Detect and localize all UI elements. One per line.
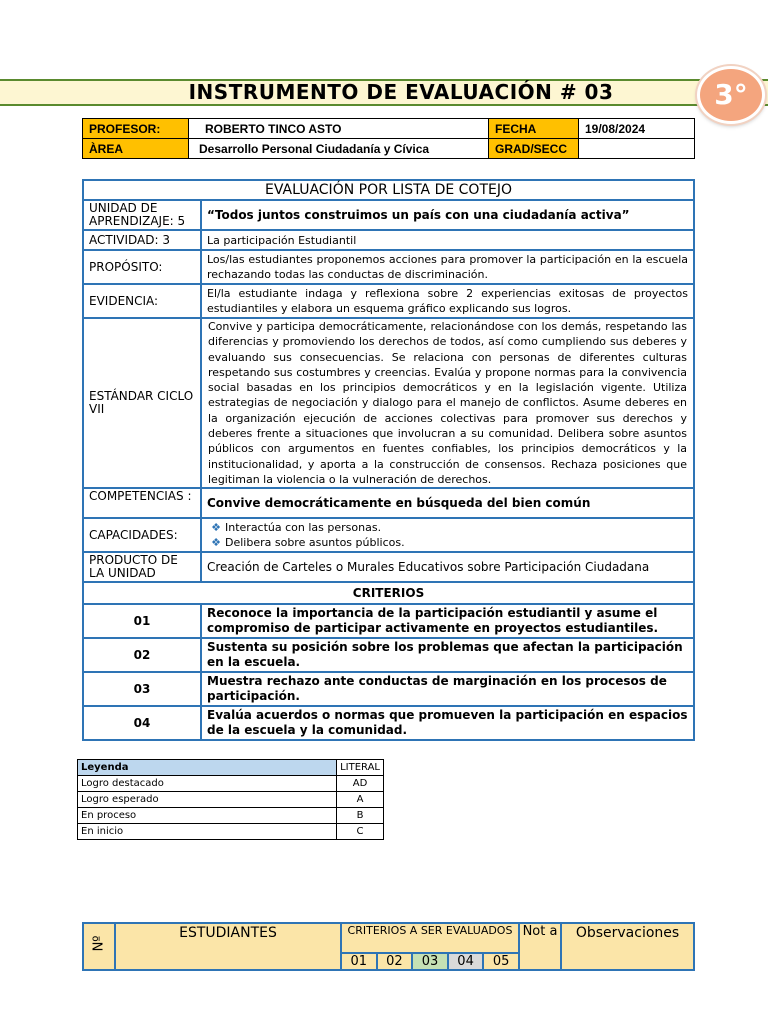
criterio-text: Muestra rechazo ante conductas de marginación en los procesos de participación. (201, 672, 694, 706)
number-header-text: Nº (91, 935, 107, 952)
criterios-eval-header (341, 923, 519, 970)
area-value: Desarrollo Personal Ciudadanía y Cívica (189, 139, 489, 159)
producto-value: Creación de Carteles o Murales Educativos sobre Participación Ciudadana (201, 552, 694, 582)
criterio-text: Evalúa acuerdos o normas que promueven la participación en espacios de la escuela y la comunidad. (201, 706, 694, 740)
legend-row (78, 776, 384, 792)
proposito-label: PROPÓSITO: (83, 250, 201, 284)
grad-value (579, 139, 695, 159)
legend-table (77, 759, 384, 840)
evaluation-header: EVALUACIÓN POR LISTA DE COTEJO (83, 180, 694, 200)
criterio-number: 04 (83, 706, 201, 740)
legend-label: Logro esperado (78, 792, 337, 808)
producto-label: PRODUCTO DE LA UNIDAD (83, 552, 201, 582)
students-table (82, 922, 695, 971)
proposito-value: Los/las estudiantes proponemos acciones para promover la participación en la escuela rechazando todas las conductas de discriminación. (201, 250, 694, 284)
actividad-label: ACTIVIDAD: 3 (83, 230, 201, 250)
criterio-text: Sustenta su posición sobre los problemas que afectan la participación en la escuela. (201, 638, 694, 672)
legend-label: En proceso (78, 808, 337, 824)
unidad-label: UNIDAD DE APRENDIZAJE: 5 (83, 200, 201, 230)
criterio-number: 03 (83, 672, 201, 706)
legend-header: Leyenda (78, 760, 337, 776)
legend-literal: C (337, 824, 384, 840)
page-title: INSTRUMENTO DE EVALUACIÓN # 03 (188, 80, 614, 104)
evidencia-value: El/la estudiante indaga y reflexiona sobre 2 experiencias exitosas de proyectos estudiantiles y elabora un esquema gráfico explicando sus logros. (201, 284, 694, 318)
criterio-col: 04 (449, 954, 485, 969)
criterio-number: 01 (83, 604, 201, 638)
legend-literal: B (337, 808, 384, 824)
profesor-label: PROFESOR: (83, 119, 189, 139)
observaciones-header: Observaciones (561, 923, 694, 970)
competencias-label: COMPETENCIAS : (83, 488, 201, 518)
criterios-header: CRITERIOS (83, 582, 694, 604)
evaluation-table (82, 179, 695, 741)
area-label: ÀREA (83, 139, 189, 159)
legend-literal: AD (337, 776, 384, 792)
actividad-value: La participación Estudiantil (201, 230, 694, 250)
students-header: ESTUDIANTES (115, 923, 341, 970)
legend-literal: A (337, 792, 384, 808)
info-table (82, 118, 695, 159)
criterios-eval-title: CRITERIOS A SER EVALUADOS (347, 924, 513, 937)
criterio-col: 02 (378, 954, 414, 969)
grad-label: GRAD/SECC (489, 139, 579, 159)
nota-header: Not a (519, 923, 561, 970)
criterio-text: Reconoce la importancia de la participación estudiantil y asume el compromiso de participar activamente en proyectos estudiantiles. (201, 604, 694, 638)
capacidad-text: Delibera sobre asuntos públicos. (225, 536, 405, 550)
capacidad-item (207, 520, 688, 535)
criterio-col: 01 (342, 954, 378, 969)
legend-label: Logro destacado (78, 776, 337, 792)
legend-row (78, 824, 384, 840)
criterio-number: 02 (83, 638, 201, 672)
estandar-value: Convive y participa democráticamente, relacionándose con los demás, respetando las diferencias y promoviendo los derechos de todos, así como cumpliendo sus deberes y evaluando sus consecuencias. Se relaciona con personas de diferentes culturas respetando sus costumbres y creencias. Evalúa y propone normas para la convivencia social basadas en los principios democráticos y en la legislación vigente. Utiliza estrategias de negociación y dialogo para el manejo de conflictos. Asume deberes en la organización ejecución de acciones colectivas para promover sus derechos y deberes frente a situaciones que involucran a su comunidad. Delibera sobre asuntos públicos con argumentos en fuentes confiables, los principios democráticos y la institucionalidad, y aporta a la construcción de consensos. Rechaza posiciones que legitiman la violencia o la vulneración de derechos. (201, 318, 694, 488)
capacidad-item (207, 535, 688, 550)
fecha-value: 19/08/2024 (579, 119, 695, 139)
grade-badge: 3° (697, 66, 765, 124)
criterio-col: 03 (413, 954, 449, 969)
unidad-value: “Todos juntos construimos un país con una ciudadanía activa” (201, 200, 694, 230)
profesor-value: ROBERTO TINCO ASTO (189, 119, 489, 139)
diamond-bullet-icon: ❖ (211, 536, 221, 550)
criterios-eval-numbers (342, 952, 518, 969)
fecha-label: FECHA (489, 119, 579, 139)
number-header (83, 923, 115, 970)
legend-row (78, 808, 384, 824)
capacidades-list (201, 518, 694, 552)
estandar-label: ESTÁNDAR CICLO VII (83, 318, 201, 488)
competencias-value: Convive democráticamente en búsqueda del bien común (201, 488, 694, 518)
evidencia-label: EVIDENCIA: (83, 284, 201, 318)
literal-header: LITERAL (337, 760, 384, 776)
capacidad-text: Interactúa con las personas. (225, 521, 382, 535)
capacidades-label: CAPACIDADES: (83, 518, 201, 552)
diamond-bullet-icon: ❖ (211, 521, 221, 535)
legend-label: En inicio (78, 824, 337, 840)
legend-row (78, 792, 384, 808)
criterio-col: 05 (492, 954, 510, 969)
